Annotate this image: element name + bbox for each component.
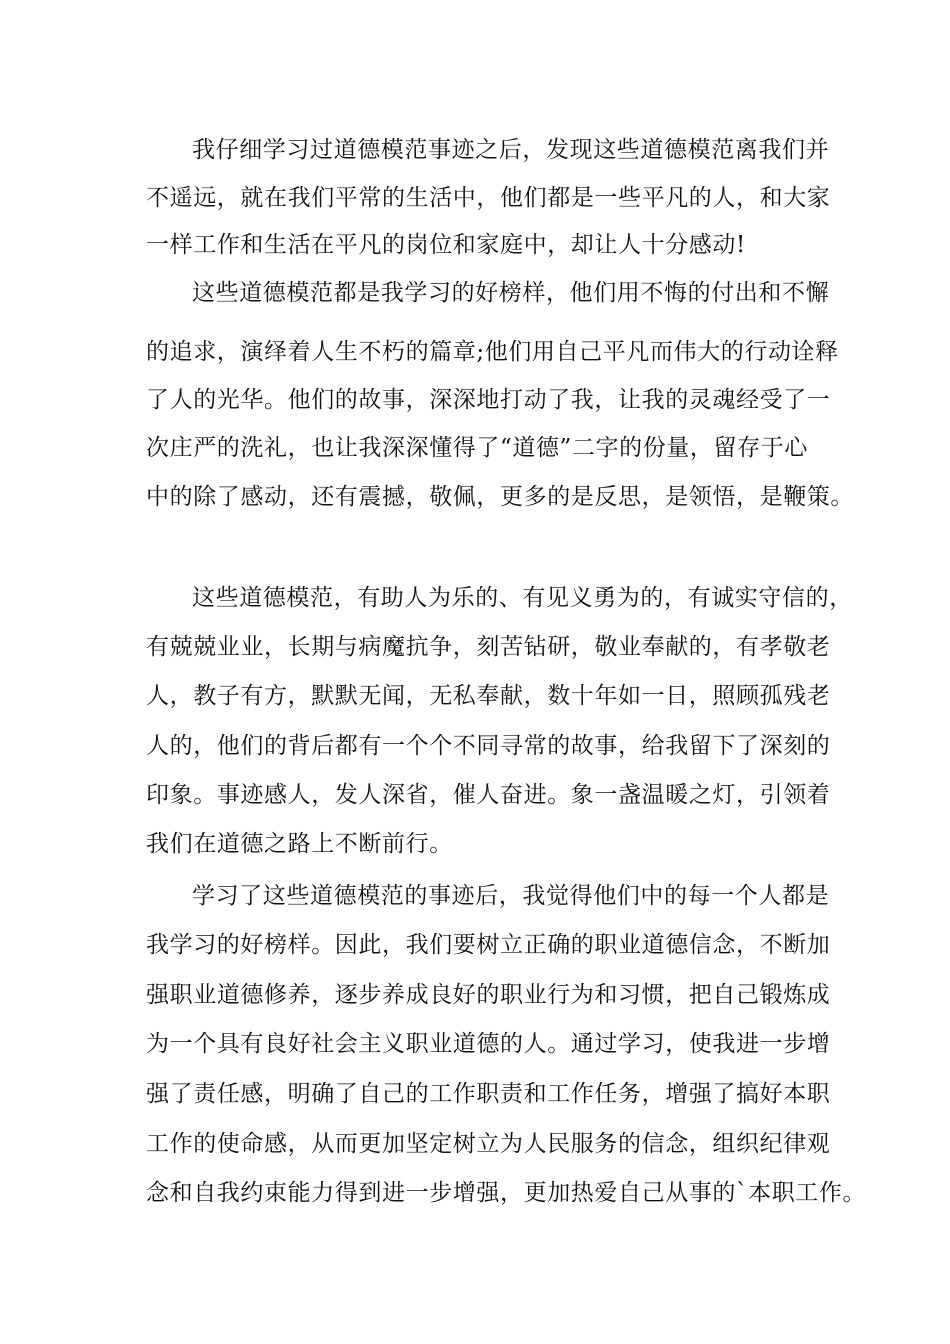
paragraph-3-line-2: 有兢兢业业，长期与病魔抗争，刻苦钻研，敬业奉献的，有孝敬老 [146, 634, 831, 660]
paragraph-3-line-5: 印象。事迹感人，发人深省，催人奋进。象一盏温暖之灯，引领着 [146, 782, 831, 808]
paragraph-3-line-4: 人的，他们的背后都有一个个不同寻常的故事，给我留下了深刻的 [146, 733, 831, 759]
paragraph-4-line-6: 工作的使命感，从而更加坚定树立为人民服务的信念，组织纪律观 [146, 1131, 831, 1157]
paragraph-2-line-4: 次庄严的洗礼，也让我深深懂得了“道德”二字的份量，留存于心 [146, 435, 808, 461]
paragraph-4-line-5: 强了责任感，明确了自己的工作职责和工作任务，增强了搞好本职 [146, 1081, 831, 1107]
paragraph-4-line-1: 学习了这些道德模范的事迹后，我觉得他们中的每一个人都是 [192, 883, 830, 909]
paragraph-4-line-3: 强职业道德修养，逐步养成良好的职业行为和习惯，把自己锻炼成 [146, 982, 831, 1008]
paragraph-3-line-1: 这些道德模范，有助人为乐的、有见义勇为的，有诚实守信的， [192, 585, 853, 611]
paragraph-3-line-3: 人，教子有方，默默无闻，无私奉献，数十年如一日，照顾孤残老 [146, 683, 831, 709]
paragraph-1-line-1: 我仔细学习过道德模范事迹之后，发现这些道德模范离我们并 [192, 137, 830, 163]
paragraph-1-line-2: 不遥远，就在我们平常的生活中，他们都是一些平凡的人，和大家 [146, 185, 831, 211]
paragraph-1-line-3: 一样工作和生活在平凡的岗位和家庭中，却让人十分感动! [146, 232, 746, 258]
paragraph-2-line-2: 的追求，演绎着人生不朽的篇章;他们用自己平凡而伟大的行动诠释 [146, 339, 839, 365]
paragraph-2-line-5: 中的除了感动，还有震撼，敬佩，更多的是反思，是领悟，是鞭策。 [146, 484, 854, 510]
paragraph-3-line-6: 我们在道德之路上不断前行。 [146, 831, 453, 857]
paragraph-4-line-7: 念和自我约束能力得到进一步增强，更加热爱自己从事的`本职工作。 [146, 1180, 867, 1206]
paragraph-2-line-1: 这些道德模范都是我学习的好榜样，他们用不悔的付出和不懈 [192, 280, 830, 306]
paragraph-4-line-4: 为一个具有良好社会主义职业道德的人。通过学习，使我进一步增 [146, 1031, 831, 1057]
paragraph-2-line-3: 了人的光华。他们的故事，深深地打动了我，让我的灵魂经受了一 [146, 387, 831, 413]
paragraph-4-line-2: 我学习的好榜样。因此，我们要树立正确的职业道德信念，不断加 [146, 932, 831, 958]
